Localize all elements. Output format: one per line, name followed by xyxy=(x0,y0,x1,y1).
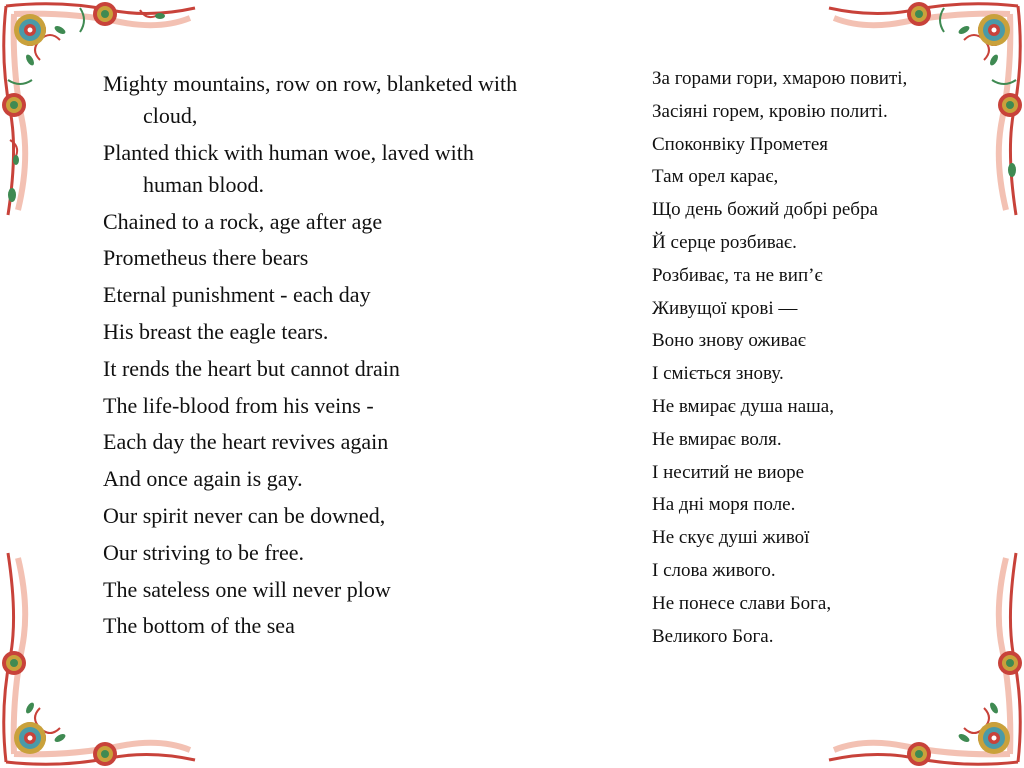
poem-line: І неситий не виоре xyxy=(652,461,805,483)
poem-line: Our spirit never can be downed, xyxy=(103,502,386,528)
poem-line: Там орел карає, xyxy=(652,166,779,188)
poem-line: Не понесе слави Бога, xyxy=(652,592,832,614)
poem-line: Воно знову оживає xyxy=(652,330,806,352)
poem-line: Споконвіку Прометея xyxy=(652,133,829,155)
poem-line: Великого Бога. xyxy=(652,625,774,647)
poem-line: It rends the heart but cannot drain xyxy=(103,355,400,381)
poem-line: Не вмирає воля. xyxy=(652,428,782,450)
rosette-icon xyxy=(978,14,1010,46)
poem-line: His breast the eagle tears. xyxy=(103,318,329,344)
poem-line: Що день божий добрі ребра xyxy=(652,199,878,221)
poem-line: На дні моря поле. xyxy=(652,494,796,516)
poem-line: За горами гори, хмарою повиті, xyxy=(652,68,908,89)
poem-line: And once again is gay. xyxy=(103,466,303,492)
poem-line: Не скує душі живої xyxy=(652,527,810,549)
poem-line: Prometheus there bears xyxy=(103,245,309,271)
rosette-icon xyxy=(14,14,46,46)
poem-line: Засіяні горем, кровію политі. xyxy=(652,100,888,122)
poem-line: Mighty mountains, row on row, blanketed with cloud, xyxy=(103,71,518,128)
poem-line: The bottom of the sea xyxy=(103,613,295,639)
poem-line: Eternal punishment - each day xyxy=(103,282,371,308)
poem-line: І слова живого. xyxy=(652,559,776,581)
poem-line: Живущої крові — xyxy=(652,297,798,319)
rosette-icon xyxy=(14,722,46,754)
poem-line: Each day the heart revives again xyxy=(103,429,389,455)
poem-line: Не вмирає душа наша, xyxy=(652,395,834,417)
poem-line: Planted thick with human woe, laved with human blood. xyxy=(103,139,474,197)
ukrainian-poem xyxy=(652,66,992,656)
rosette-icon xyxy=(978,722,1010,754)
poem-line: Our striving to be free. xyxy=(103,539,304,565)
poem-line: Chained to a rock, age after age xyxy=(103,208,383,234)
poem-line: Й серце розбиває. xyxy=(652,231,797,253)
poem-line: The life-blood from his veins - xyxy=(103,392,374,418)
poem-line: І сміється знову. xyxy=(652,363,784,385)
poem-line: The sateless one will never plow xyxy=(103,576,391,602)
poem-line: Розбиває, та не вип’є xyxy=(652,264,823,286)
english-poem xyxy=(103,68,523,647)
